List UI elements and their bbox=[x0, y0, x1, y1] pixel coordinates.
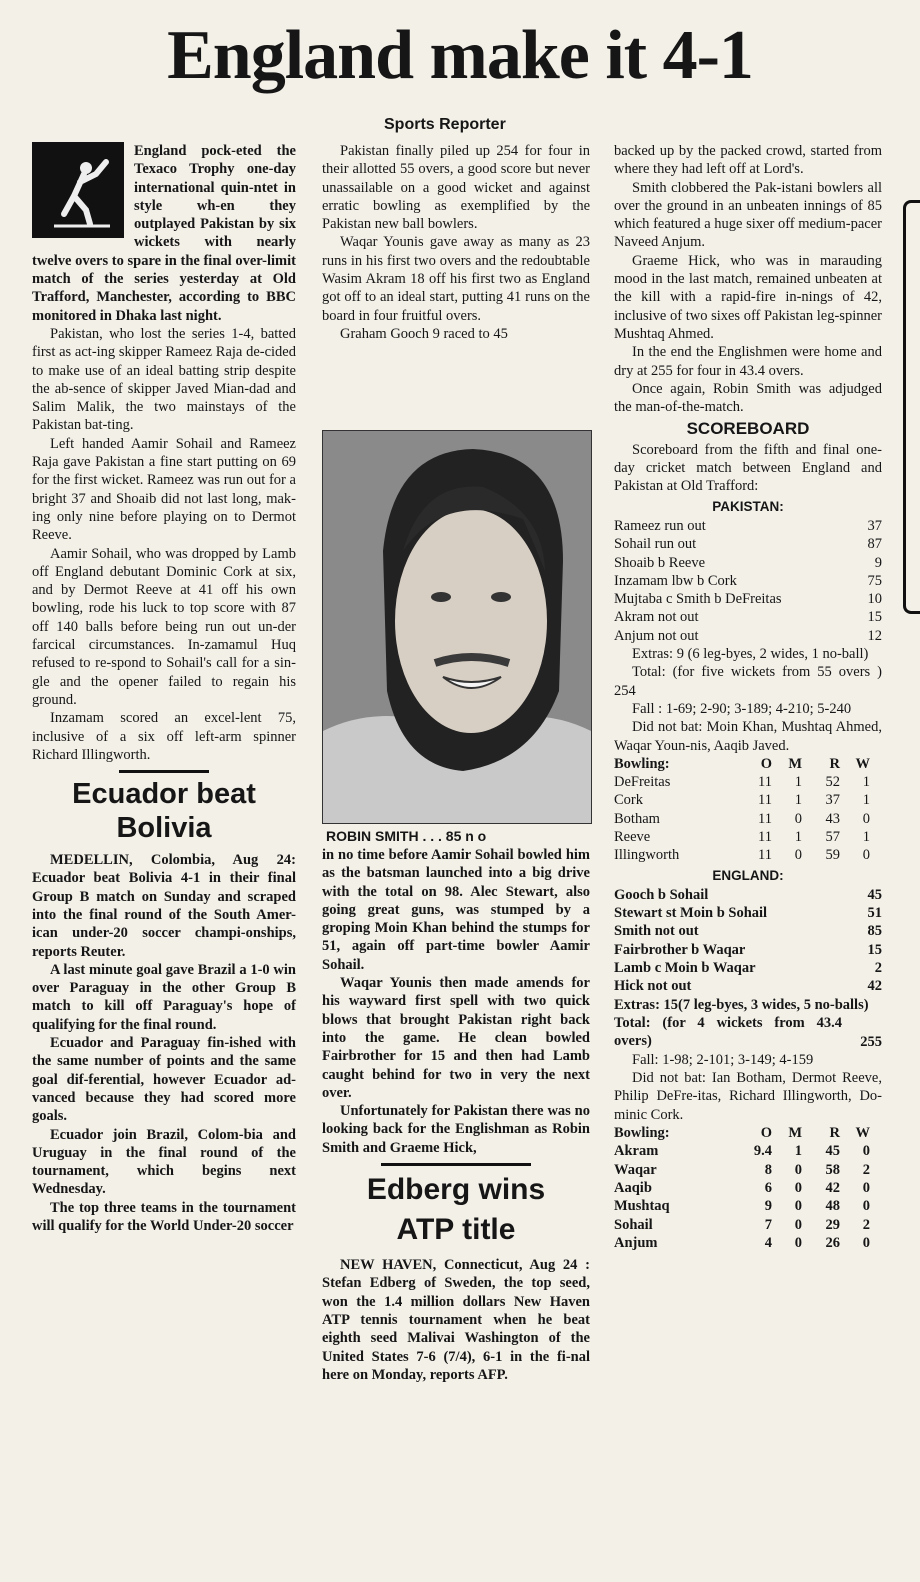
bowler: DeFreitas bbox=[614, 774, 671, 791]
col-m: M bbox=[788, 1125, 802, 1142]
maidens: 0 bbox=[794, 1161, 802, 1178]
runs: 51 bbox=[867, 905, 882, 922]
batsman: Smith not out bbox=[614, 923, 699, 940]
maidens: 0 bbox=[794, 847, 802, 864]
overs: 4 bbox=[764, 1234, 772, 1251]
bowling-header bbox=[614, 1124, 882, 1142]
batsman: Hick not out bbox=[614, 978, 692, 995]
batting-row bbox=[614, 977, 882, 995]
bowler: Botham bbox=[614, 810, 660, 827]
story-paragraph: in no time before Aamir Sohail bowled him as the batsman launched into a big drive with the total on 98. Alec Stewart, also going great guns, was stumped by a groping Moin Khan behind the stumps for 51, again off part-time bowler Aamir Sohail. bbox=[322, 847, 590, 973]
edberg-paragraph: NEW HAVEN, Connecticut, Aug 24 : Stefan Edberg of Sweden, the top seed, won the 1.4 million dollars New Haven ATP tennis tournament when he beat eighth seed Malivai Washington of the United States 7-6 (7/4), 6-1 in the fi-nal here on Monday, reports AFP. bbox=[322, 1257, 590, 1383]
overs: 6 bbox=[764, 1179, 772, 1196]
story-paragraph: Graeme Hick, who was in marauding mood in the last match, remained unbeaten at the kill with a rapid-fire in-nings of 42, inclusive of two sixes off Pakistan leg-spinner Mushtaq Ahmed. bbox=[614, 252, 882, 342]
maidens: 0 bbox=[794, 1234, 802, 1251]
wickets: 0 bbox=[862, 1234, 870, 1251]
story-paragraph: Waqar Younis then made amends for his wayward first spell with two quick blows that brought Pakistan right back into the game. He clean bowled Fairbrother for 15 and then had Lamb caught behind for two in very the next over. bbox=[322, 975, 590, 1101]
batsman: Stewart st Moin b Sohail bbox=[614, 905, 768, 922]
eng-total-label: Total: (for 4 wickets from 43.4 overs) bbox=[614, 1014, 842, 1050]
wickets: 1 bbox=[862, 828, 870, 845]
runs: 26 bbox=[825, 1234, 840, 1251]
pakistan-heading: PAKISTAN: bbox=[712, 498, 784, 514]
story-paragraph: In the end the Englishmen were home and dry at 255 for four in 43.4 overs. bbox=[614, 344, 882, 379]
col-r: R bbox=[829, 1125, 840, 1142]
maidens: 1 bbox=[794, 792, 802, 809]
byline: Sports Reporter bbox=[384, 116, 506, 133]
runs: 45 bbox=[867, 886, 882, 903]
runs: 42 bbox=[825, 1179, 840, 1196]
maidens: 1 bbox=[794, 1143, 802, 1160]
wickets: 0 bbox=[862, 847, 870, 864]
maidens: 1 bbox=[794, 828, 802, 845]
bowling-label: Bowling: bbox=[614, 1125, 670, 1142]
edberg-headline: Edberg wins ATP title bbox=[366, 1173, 546, 1247]
batting-row bbox=[614, 554, 882, 572]
wickets: 0 bbox=[862, 1198, 870, 1215]
bowling-row bbox=[614, 1161, 882, 1179]
bowler: Reeve bbox=[614, 828, 651, 845]
wickets: 0 bbox=[862, 810, 870, 827]
divider bbox=[119, 770, 209, 773]
batting-row bbox=[614, 608, 882, 626]
story-paragraph: Unfortunately for Pakistan there was no looking back for the Englishman as Robin Smith and Graeme Hick, bbox=[322, 1103, 590, 1156]
bowler: Illingworth bbox=[614, 847, 680, 864]
eng-total-value: 255 bbox=[860, 1033, 882, 1050]
batsman: Sohail run out bbox=[614, 536, 697, 553]
pak-did-not-bat: Did not bat: Moin Khan, Mushtaq Ahmed, Waqar Youn-nis, Aaqib Javed. bbox=[614, 719, 882, 754]
story-paragraph: Pakistan, who lost the series 1-4, batted first as act-ing skipper Rameez Raja de-cided to make use of an ideal batting strip despite the ab-sence of skipper Javed Mian-dad and Salim Malik, the two mainstays of the Pakistan bat-ting. bbox=[32, 325, 296, 434]
overs: 9 bbox=[764, 1198, 772, 1215]
story-paragraph: Waqar Younis gave away as many as 23 runs in his first two overs and the redoubtable Wasim Akram 18 off his first two as England got off to an ideal start, putting 41 runs on the board in four fruitful overs. bbox=[322, 234, 590, 324]
batting-row bbox=[614, 941, 882, 959]
runs: 45 bbox=[825, 1143, 840, 1160]
runs: 10 bbox=[867, 591, 882, 608]
runs: 37 bbox=[825, 792, 840, 809]
col-o: O bbox=[760, 755, 772, 772]
col-w: W bbox=[855, 755, 870, 772]
overs: 11 bbox=[758, 828, 772, 845]
runs: 2 bbox=[874, 960, 882, 977]
overs: 9.4 bbox=[753, 1143, 772, 1160]
runs: 43 bbox=[825, 810, 840, 827]
batting-row bbox=[614, 590, 882, 608]
batting-row bbox=[614, 535, 882, 553]
bowler: Mushtaq bbox=[614, 1198, 670, 1215]
batsman: Akram not out bbox=[614, 609, 699, 626]
pak-fall: Fall : 1-69; 2-90; 3-189; 4-210; 5-240 bbox=[632, 700, 852, 717]
runs: 87 bbox=[867, 536, 882, 553]
page-bottom-edge bbox=[0, 1566, 920, 1582]
overs: 8 bbox=[764, 1161, 772, 1178]
scoreboard-intro: Scoreboard from the fifth and final one-day cricket match between England and Pakistan at Old Trafford: bbox=[614, 441, 882, 495]
maidens: 0 bbox=[794, 1198, 802, 1215]
batting-row bbox=[614, 959, 882, 977]
story-paragraph: England pock-eted the Texaco Trophy one-day international quin-ntet in style wh-en they outplayed Pakistan by six wickets with nearly twelve overs to spare in the final over-limit match of the series yesterday at Old Trafford, Manchester, according to BBC monitored in Dhaka last night. bbox=[32, 143, 296, 324]
pak-total: Total: (for five wickets from 55 overs ) 254 bbox=[614, 664, 882, 699]
column-2-top bbox=[322, 142, 590, 343]
ecuador-paragraph: Ecuador and Paraguay fin-ished with the same number of points and the same goal dif-ferential, however Ecuador ad-vanced because they had scored more goals. bbox=[32, 1035, 296, 1125]
ecuador-paragraph: MEDELLIN, Colombia, Aug 24: Ecuador beat Bolivia 4-1 in their final Group B match on Sunday and scraped into the final round of the South Amer-ican under-20 soccer champi-onships, reports Reuter. bbox=[32, 852, 296, 960]
england-bowling bbox=[614, 773, 882, 864]
bowling-row bbox=[614, 1179, 882, 1197]
batsman: Rameez run out bbox=[614, 517, 706, 534]
bowling-header bbox=[614, 755, 882, 773]
pak-extras: Extras: 9 (6 leg-byes, 2 wides, 1 no-ball) bbox=[632, 646, 869, 663]
col-w: W bbox=[855, 1125, 870, 1142]
scoreboard-title: SCOREBOARD bbox=[686, 419, 810, 439]
photo-caption: ROBIN SMITH . . . 85 n o bbox=[326, 828, 487, 844]
story-paragraph: Aamir Sohail, who was dropped by Lamb off England debutant Dominic Cork at six, and by Dermot Reeve at 41 off his own bowling, rode his luck to top score with 87 off 140 balls before being run out un-der farcical circumstances. In-zamamul Huq refused to re-spond to Sohail's call for a sin-gle and the opener failed to regain his ground. bbox=[32, 545, 296, 708]
runs: 75 bbox=[867, 572, 882, 589]
maidens: 1 bbox=[794, 774, 802, 791]
batsman: Fairbrother b Waqar bbox=[614, 941, 746, 958]
robin-smith-photo bbox=[322, 430, 592, 824]
story-paragraph: Smith clobbered the Pak-istani bowlers all over the ground in an unbeaten innings of 85 which featured a huge sixer off medium-pacer Naveed Anjum. bbox=[614, 179, 882, 251]
bowling-row bbox=[614, 1234, 882, 1252]
england-batting bbox=[614, 886, 882, 1051]
ecuador-headline: Ecuador beat Bolivia bbox=[72, 778, 256, 845]
col-m: M bbox=[788, 755, 802, 772]
runs: 37 bbox=[867, 517, 882, 534]
wickets: 0 bbox=[862, 1143, 870, 1160]
maidens: 0 bbox=[794, 810, 802, 827]
ecuador-paragraph: The top three teams in the tournament will qualify for the World Under-20 soccer bbox=[32, 1199, 296, 1235]
eng-extras: Extras: 15(7 leg-byes, 3 wides, 5 no-balls) bbox=[614, 996, 869, 1013]
story-paragraph: Left handed Aamir Sohail and Rameez Raja gave Pakistan a fine start putting on 69 for the first wicket. Rameez was run out for a bright 37 and Shoaib did not last long, mak-ing only nine before playing on to Dermot Reeve. bbox=[32, 435, 296, 544]
maidens: 0 bbox=[794, 1216, 802, 1233]
bowling-row bbox=[614, 773, 882, 791]
eng-total-row bbox=[614, 1033, 882, 1051]
england-heading: ENGLAND: bbox=[712, 867, 784, 883]
batting-row bbox=[614, 627, 882, 645]
overs: 11 bbox=[758, 792, 772, 809]
adjacent-box-border bbox=[903, 200, 920, 614]
bowling-row bbox=[614, 1142, 882, 1160]
pakistan-batting bbox=[614, 517, 882, 645]
wickets: 2 bbox=[862, 1216, 870, 1233]
wickets: 0 bbox=[862, 1179, 870, 1196]
eng-fall: Fall: 1-98; 2-101; 3-149; 4-159 bbox=[632, 1051, 814, 1068]
page-headline: England make it 4-1 bbox=[167, 17, 753, 94]
story-paragraph: Graham Gooch 9 raced to 45 bbox=[340, 325, 508, 342]
batting-row bbox=[614, 517, 882, 535]
bowling-row bbox=[614, 810, 882, 828]
batting-row bbox=[614, 904, 882, 922]
runs: 15 bbox=[867, 609, 882, 626]
bowling-label: Bowling: bbox=[614, 755, 670, 772]
pakistan-bowling bbox=[614, 1142, 882, 1252]
runs: 29 bbox=[825, 1216, 840, 1233]
wickets: 1 bbox=[862, 774, 870, 791]
batsman: Anjum not out bbox=[614, 627, 699, 644]
runs: 12 bbox=[867, 627, 882, 644]
wickets: 1 bbox=[862, 792, 870, 809]
bowler: Anjum bbox=[614, 1234, 658, 1251]
story-paragraph: Inzamam scored an excel-lent 75, inclusive of a six off left-arm spinner Richard Illingworth. bbox=[32, 710, 296, 763]
overs: 7 bbox=[764, 1216, 772, 1233]
overs: 11 bbox=[758, 847, 772, 864]
runs: 58 bbox=[825, 1161, 840, 1178]
bowling-row bbox=[614, 846, 882, 864]
bowler: Aaqib bbox=[614, 1179, 652, 1196]
runs: 59 bbox=[825, 847, 840, 864]
bowler: Sohail bbox=[614, 1216, 653, 1233]
runs: 85 bbox=[867, 923, 882, 940]
runs: 52 bbox=[825, 774, 840, 791]
bowling-row bbox=[614, 828, 882, 846]
bowler: Cork bbox=[614, 792, 643, 809]
runs: 57 bbox=[825, 828, 840, 845]
bowling-row bbox=[614, 1216, 882, 1234]
batting-row bbox=[614, 886, 882, 904]
overs: 11 bbox=[758, 774, 772, 791]
batting-row bbox=[614, 572, 882, 590]
runs: 48 bbox=[825, 1198, 840, 1215]
wickets: 2 bbox=[862, 1161, 870, 1178]
batsman: Lamb c Moin b Waqar bbox=[614, 960, 756, 977]
eng-did-not-bat: Did not bat: Ian Botham, Dermot Reeve, Philip DeFre-itas, Richard Illingworth, Do-minic Cork. bbox=[614, 1070, 882, 1123]
bowling-row bbox=[614, 791, 882, 809]
batsman: Inzamam lbw b Cork bbox=[614, 572, 737, 589]
story-paragraph: Pakistan finally piled up 254 for four in their allotted 55 overs, a good score but never unassailable on a good wicket and against erratic bowling as exemplified by the Pakistan new ball bowlers. bbox=[322, 143, 590, 233]
bowler: Waqar bbox=[614, 1161, 657, 1178]
bowler: Akram bbox=[614, 1143, 659, 1160]
story-paragraph: backed up by the packed crowd, started from where they had left off at Lord's. bbox=[614, 143, 882, 178]
batsman: Shoaib b Reeve bbox=[614, 554, 706, 571]
cricket-logo-icon bbox=[32, 142, 124, 238]
bowling-row bbox=[614, 1197, 882, 1215]
batting-row bbox=[614, 922, 882, 940]
divider bbox=[381, 1163, 531, 1166]
col-o: O bbox=[760, 1125, 772, 1142]
ecuador-paragraph: A last minute goal gave Brazil a 1-0 win over Paraguay in the other Group B match to kill off Paraguay's hope of qualifying for the final round. bbox=[32, 961, 296, 1033]
runs: 9 bbox=[874, 554, 882, 571]
batsman: Mujtaba c Smith b DeFreitas bbox=[614, 591, 782, 608]
column-3 bbox=[614, 142, 882, 1252]
overs: 11 bbox=[758, 810, 772, 827]
runs: 42 bbox=[867, 978, 882, 995]
column-2-bottom bbox=[322, 846, 590, 1384]
story-paragraph: Once again, Robin Smith was adjudged the man-of-the-match. bbox=[614, 380, 882, 416]
batsman: Gooch b Sohail bbox=[614, 886, 709, 903]
maidens: 0 bbox=[794, 1179, 802, 1196]
runs: 15 bbox=[867, 941, 882, 958]
col-r: R bbox=[829, 755, 840, 772]
ecuador-paragraph: Ecuador join Brazil, Colom-bia and Uruguay in the final round of the tournament, which begins next Wednesday. bbox=[32, 1126, 296, 1198]
column-1 bbox=[32, 142, 296, 1235]
